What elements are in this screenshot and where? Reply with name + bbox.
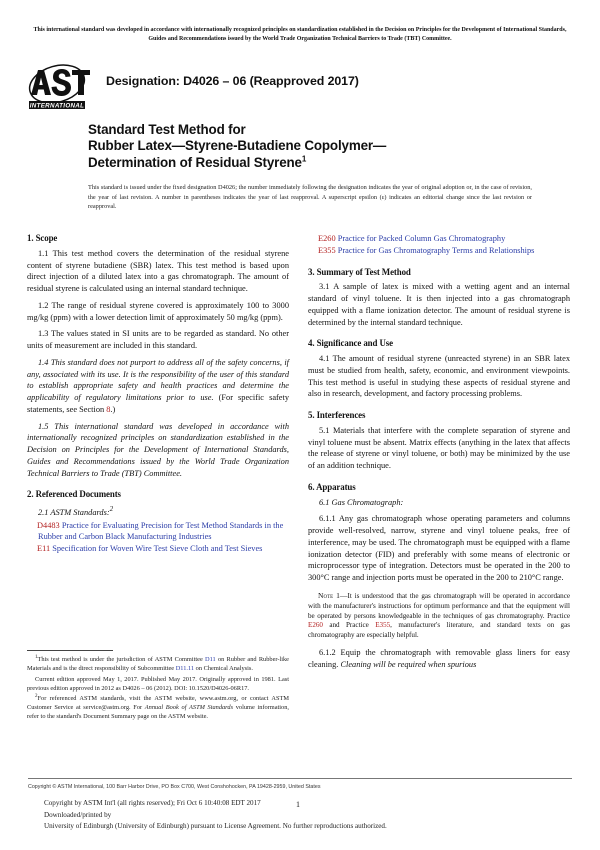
left-column: [27, 233, 289, 555]
download-stamp: [44, 798, 544, 833]
footnote-separator: [27, 650, 113, 651]
footnotes: [27, 655, 289, 721]
para-1-4: [27, 357, 289, 416]
link-committee-d11[interactable]: D11: [205, 656, 216, 663]
heading-referenced-documents: 2. Referenced Documents: [27, 489, 121, 500]
subhead-astm-standards: 2.1 ASTM Standards:$^2$: [38, 505, 114, 517]
para-5-1: 5.1 Materials that interfere with the complete separation of styrene and vinyl toluene must be absent. Matrix effects (anything in the latex that affects the release of styrene or vinyl toluene, or both) may be minimized by the use of an addition technique.: [308, 425, 570, 470]
para-3-1: 3.1 A sample of latex is mixed with a wetting agent and an internal standard of vinyl toluene. It is then injected into a gas chromatograph equipped with a flame ionization detector. The amount of residual styrene is determined by the internal standard technique.: [308, 282, 570, 327]
note-1: [308, 591, 570, 642]
issued-note: This standard is issued under the fixed designation D4026; the number immediately following the designation indicates the year of original adoption or, in the case of revision, the year of last revision. A number in parentheses indicates the year of last reapproval. A superscript epsilon (ε) indicates an editorial change since the last revision or reapproval.: [88, 184, 532, 211]
reference-title: Practice for Evaluating Precision for Test Method Standards in the Rubber and Carbon Black Manufacturing Industries: [38, 520, 284, 542]
link-subcommittee-d1111[interactable]: D11.11: [175, 665, 195, 672]
tbt-banner: This international standard was developed in accordance with internationally recognized principles on standardization established in the Decision on Principles for the Development of International Standards, Guides and Recommendations issued by the World Trade Organization Technical Barriers to Trade (TBT) Committee.: [33, 27, 567, 43]
para-1-4-tail-post: .): [110, 404, 116, 414]
stamp-line-2: Downloaded/printed by: [44, 810, 112, 819]
link-e260[interactable]: E260: [308, 621, 323, 630]
para-1-2: 1.2 The range of residual styrene covered is approximately 100 to 3000 mg/kg (ppm) with a lower detection limit of approximately 50 mg/kg (ppm).: [27, 300, 289, 322]
designation-label: Designation: D4026 – 06 (Reapproved 2017): [106, 74, 359, 88]
reference-designation: E355: [318, 245, 336, 255]
link-e355[interactable]: E355: [375, 621, 391, 630]
copyright-line: Copyright © ASTM International, 100 Barr Harbor Drive, PO Box C700, West Conshohocken, PA 19428-2959, United States: [28, 784, 321, 790]
reference-designation: E260: [318, 234, 336, 243]
note-label: Note 1—: [318, 590, 348, 600]
heading-apparatus: 6. Apparatus: [308, 481, 356, 492]
subhead-footnote-marker: 2: [109, 505, 114, 513]
note-text-part-1: It is understood that the gas chromatograph will be operated in accordance with the manufacturer's instructions for optimum performance and that the equipment will be operated by persons knowledgeable in the techniques of gas chromatography. Practice: [308, 591, 571, 620]
heading-summary: 3. Summary of Test Method: [308, 266, 411, 277]
reference-title: Practice for Packed Column Gas Chromatography: [337, 234, 506, 243]
para-4-1: 4.1 The amount of residual styrene (unreacted styrene) in an SBR latex must be studied from health, safety, economic, and environment viewpoints. This test method is useful in studying these aspects of residual styrene and also in research, development, and factory processing problems.: [308, 354, 570, 399]
reference-item[interactable]: [27, 543, 289, 555]
title-line-3: Determination of Residual Styrene$^1$: [88, 154, 307, 170]
note-text-part-3: , manufacturer's literature, and standard texts on gas chromatography are especially helpful.: [308, 621, 570, 640]
para-6-1-2: 6.1.2 Equip the chromatograph with removable glass liners for easy cleaning. Cleaning will be required when spurious: [308, 648, 570, 670]
title-line-2: Rubber Latex—Styrene-Butadiene Copolymer—: [88, 138, 387, 154]
page-title: [88, 122, 548, 171]
stamp-line-1: Copyright by ASTM Int'l (all rights reserved); Fri Oct 6 10:40:08 EDT 2017: [44, 799, 261, 807]
reference-item[interactable]: [308, 245, 570, 257]
para-1-3: 1.3 The values stated in SI units are to be regarded as standard. No other units of measurement are included in this standard.: [27, 329, 289, 350]
footnote-1: $^1$This test method is under the jurisdiction of ASTM Committee D11 on Rubber and Rubber-like Materials and is the direct responsibility of Subcommittee D11.11 on Chemical Analysis.: [27, 654, 289, 672]
para-1-5: 1.5 This international standard was developed in accordance with internationally recognized principles on standardization established in the Decision on Principles for the Development of International Standards, Guides and Recommendations issued by the World Trade Organization Technical Barriers to Trade (TBT) Committee.: [27, 421, 289, 478]
heading-significance: 4. Significance and Use: [308, 338, 393, 349]
astm-logo: [24, 62, 90, 112]
link-section-8[interactable]: 8: [106, 404, 111, 414]
para-1-1: 1.1 This test method covers the determination of the residual styrene content of styrene butadiene (SBR) latex. This test method is based upon direct injection of a diluted latex into a gas chromatograph. The amount of residual styrene is calculated using an internal standard technique.: [27, 248, 289, 293]
reference-designation: D4483: [37, 520, 60, 530]
reference-designation: E11: [37, 544, 51, 554]
footer-separator: [28, 778, 572, 779]
para-1-4-tail-pre: (For specific safety statements, see Section: [27, 393, 289, 414]
footnote-2: $^2$For referenced ASTM standards, visit the ASTM website, www.astm.org, or contact ASTM Customer Service at service@astm.org. For Annual Book of ASTM Standards volume information, refer to the standard's Document Summary page on the ASTM website.: [27, 693, 289, 720]
title-footnote-marker: 1: [301, 154, 307, 164]
note-text-part-2: and Practice: [322, 621, 376, 630]
svg-text:INTERNATIONAL: INTERNATIONAL: [29, 102, 85, 110]
para-1-4-italic: 1.4 This standard does not purport to address all of the safety concerns, if any, associated with its use. It is the responsibility of the user of this standard to establish appropriate safety and health practices and determine the applicability of regulatory limitations prior to use.: [27, 357, 289, 402]
reference-item[interactable]: [27, 520, 289, 544]
heading-scope: 1. Scope: [27, 233, 58, 243]
stamp-line-3: University of Edinburgh (University of Edinburgh) pursuant to License Agreement. No further reproductions authorized.: [44, 822, 387, 831]
reference-item[interactable]: [308, 233, 570, 245]
footnote-current-edition: Current edition approved May 1, 2017. Published May 2017. Originally approved in 1981. Last previous edition approved in 2012 as D4026 – 06 (2012). DOI: 10.1520/D4026-06R17.: [27, 675, 289, 692]
heading-interferences: 5. Interferences: [308, 410, 366, 420]
referenced-standards-list: [27, 520, 289, 555]
title-line-1: Standard Test Method for: [88, 122, 246, 137]
right-column: [308, 233, 570, 671]
reference-title: Specification for Woven Wire Test Sieve Cloth and Test Sieves: [52, 544, 263, 554]
reference-title: Practice for Gas Chromatography Terms and Relationships: [337, 245, 535, 255]
page-number: 1: [296, 800, 300, 809]
subhead-gas-chromatograph: 6.1 Gas Chromatograph:: [319, 497, 404, 507]
para-6-1-1: 6.1.1 Any gas chromatograph whose operating parameters and columns provide well-resolved, narrow, styrene and vinyl toluene peaks, free of interference, may be used. The chromatograph must be equipped with a flame ionization detector (FID) and preferably with some means of electronic or microprocessor type of integration. Detectors must be operated in the 200 to 300°C range and injection ports must be operated in the 200 to 210°C range.: [308, 514, 570, 582]
logo-row: [24, 62, 576, 114]
referenced-standards-list-cont: [308, 233, 570, 257]
